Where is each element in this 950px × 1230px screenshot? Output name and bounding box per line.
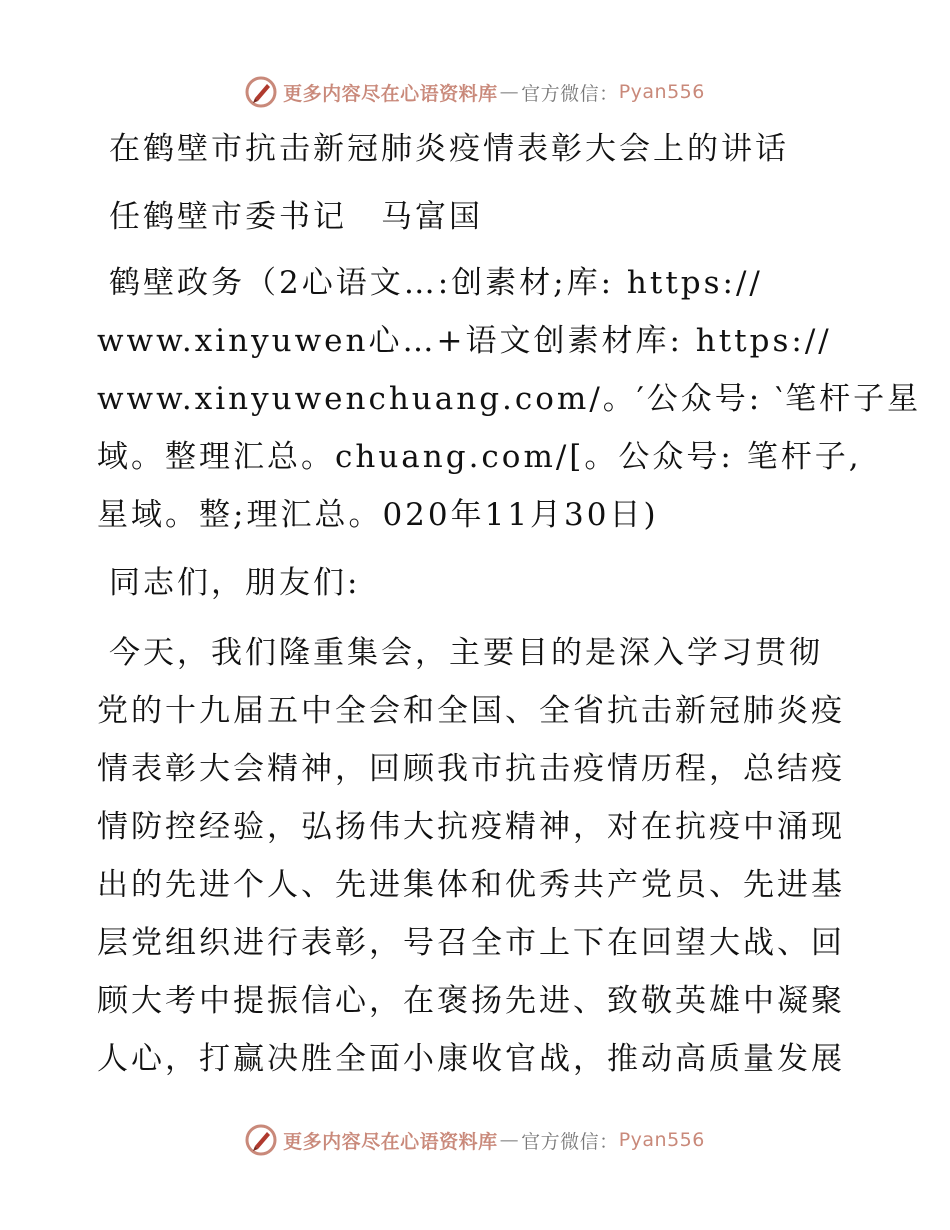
banner-slogan: 更多内容尽在心语资料库 [283,82,498,105]
pen-logo-icon [245,1124,277,1156]
source-line: 星域。整;理汇总。020年11月30日) [97,497,659,533]
banner-contact-id: Pyan556 [618,1129,705,1151]
banner-dash: — [499,1129,520,1151]
paragraph-line: 情表彰大会精神，回顾我市抗击疫情历程，总结疫 [97,751,845,787]
document-title: 在鹤壁市抗击新冠肺炎疫情表彰大会上的讲话 [109,131,789,167]
document-author: 任鹤壁市委书记 马富国 [109,199,483,235]
source-line: www.xinyuwen心…+语文创素材库: https:// [97,323,832,359]
banner-contact-label: 官方微信： [521,1130,619,1153]
source-line: 域。整理汇总。chuang.com/[。公众号: 笔杆子, [97,439,862,475]
header-watermark [0,72,950,112]
paragraph-line: 出的先进个人、先进集体和优秀共产党员、先进基 [97,867,845,903]
pen-logo-icon [245,76,277,108]
paragraph-line: 情防控经验，弘扬伟大抗疫精神，对在抗疫中涌现 [97,809,845,845]
document-body [97,120,922,1088]
paragraph-line: 顾大考中提振信心，在褒扬先进、致敬英雄中凝聚 [97,983,845,1019]
paragraph-line: 人心，打赢决胜全面小康收官战，推动高质量发展 [97,1041,845,1077]
paragraph-line: 层党组织进行表彰，号召全市上下在回望大战、回 [97,925,845,961]
banner-dash: — [499,81,520,103]
banner-slogan: 更多内容尽在心语资料库 [283,1130,498,1153]
banner-contact-label: 官方微信： [521,82,619,105]
paragraph-line: 党的十九届五中全会和全国、全省抗击新冠肺炎疫 [97,693,845,729]
paragraph-line: 今天，我们隆重集会，主要目的是深入学习贯彻 [109,635,823,671]
banner-contact-id: Pyan556 [618,81,705,103]
footer-watermark [0,1120,950,1160]
salutation: 同志们，朋友们: [109,565,361,601]
source-line: 鹤壁政务（2心语文…:创素材;库: https:// [109,265,763,301]
source-line: www.xinyuwenchuang.com/。′公众号: ‵笔杆子星 [97,381,922,417]
